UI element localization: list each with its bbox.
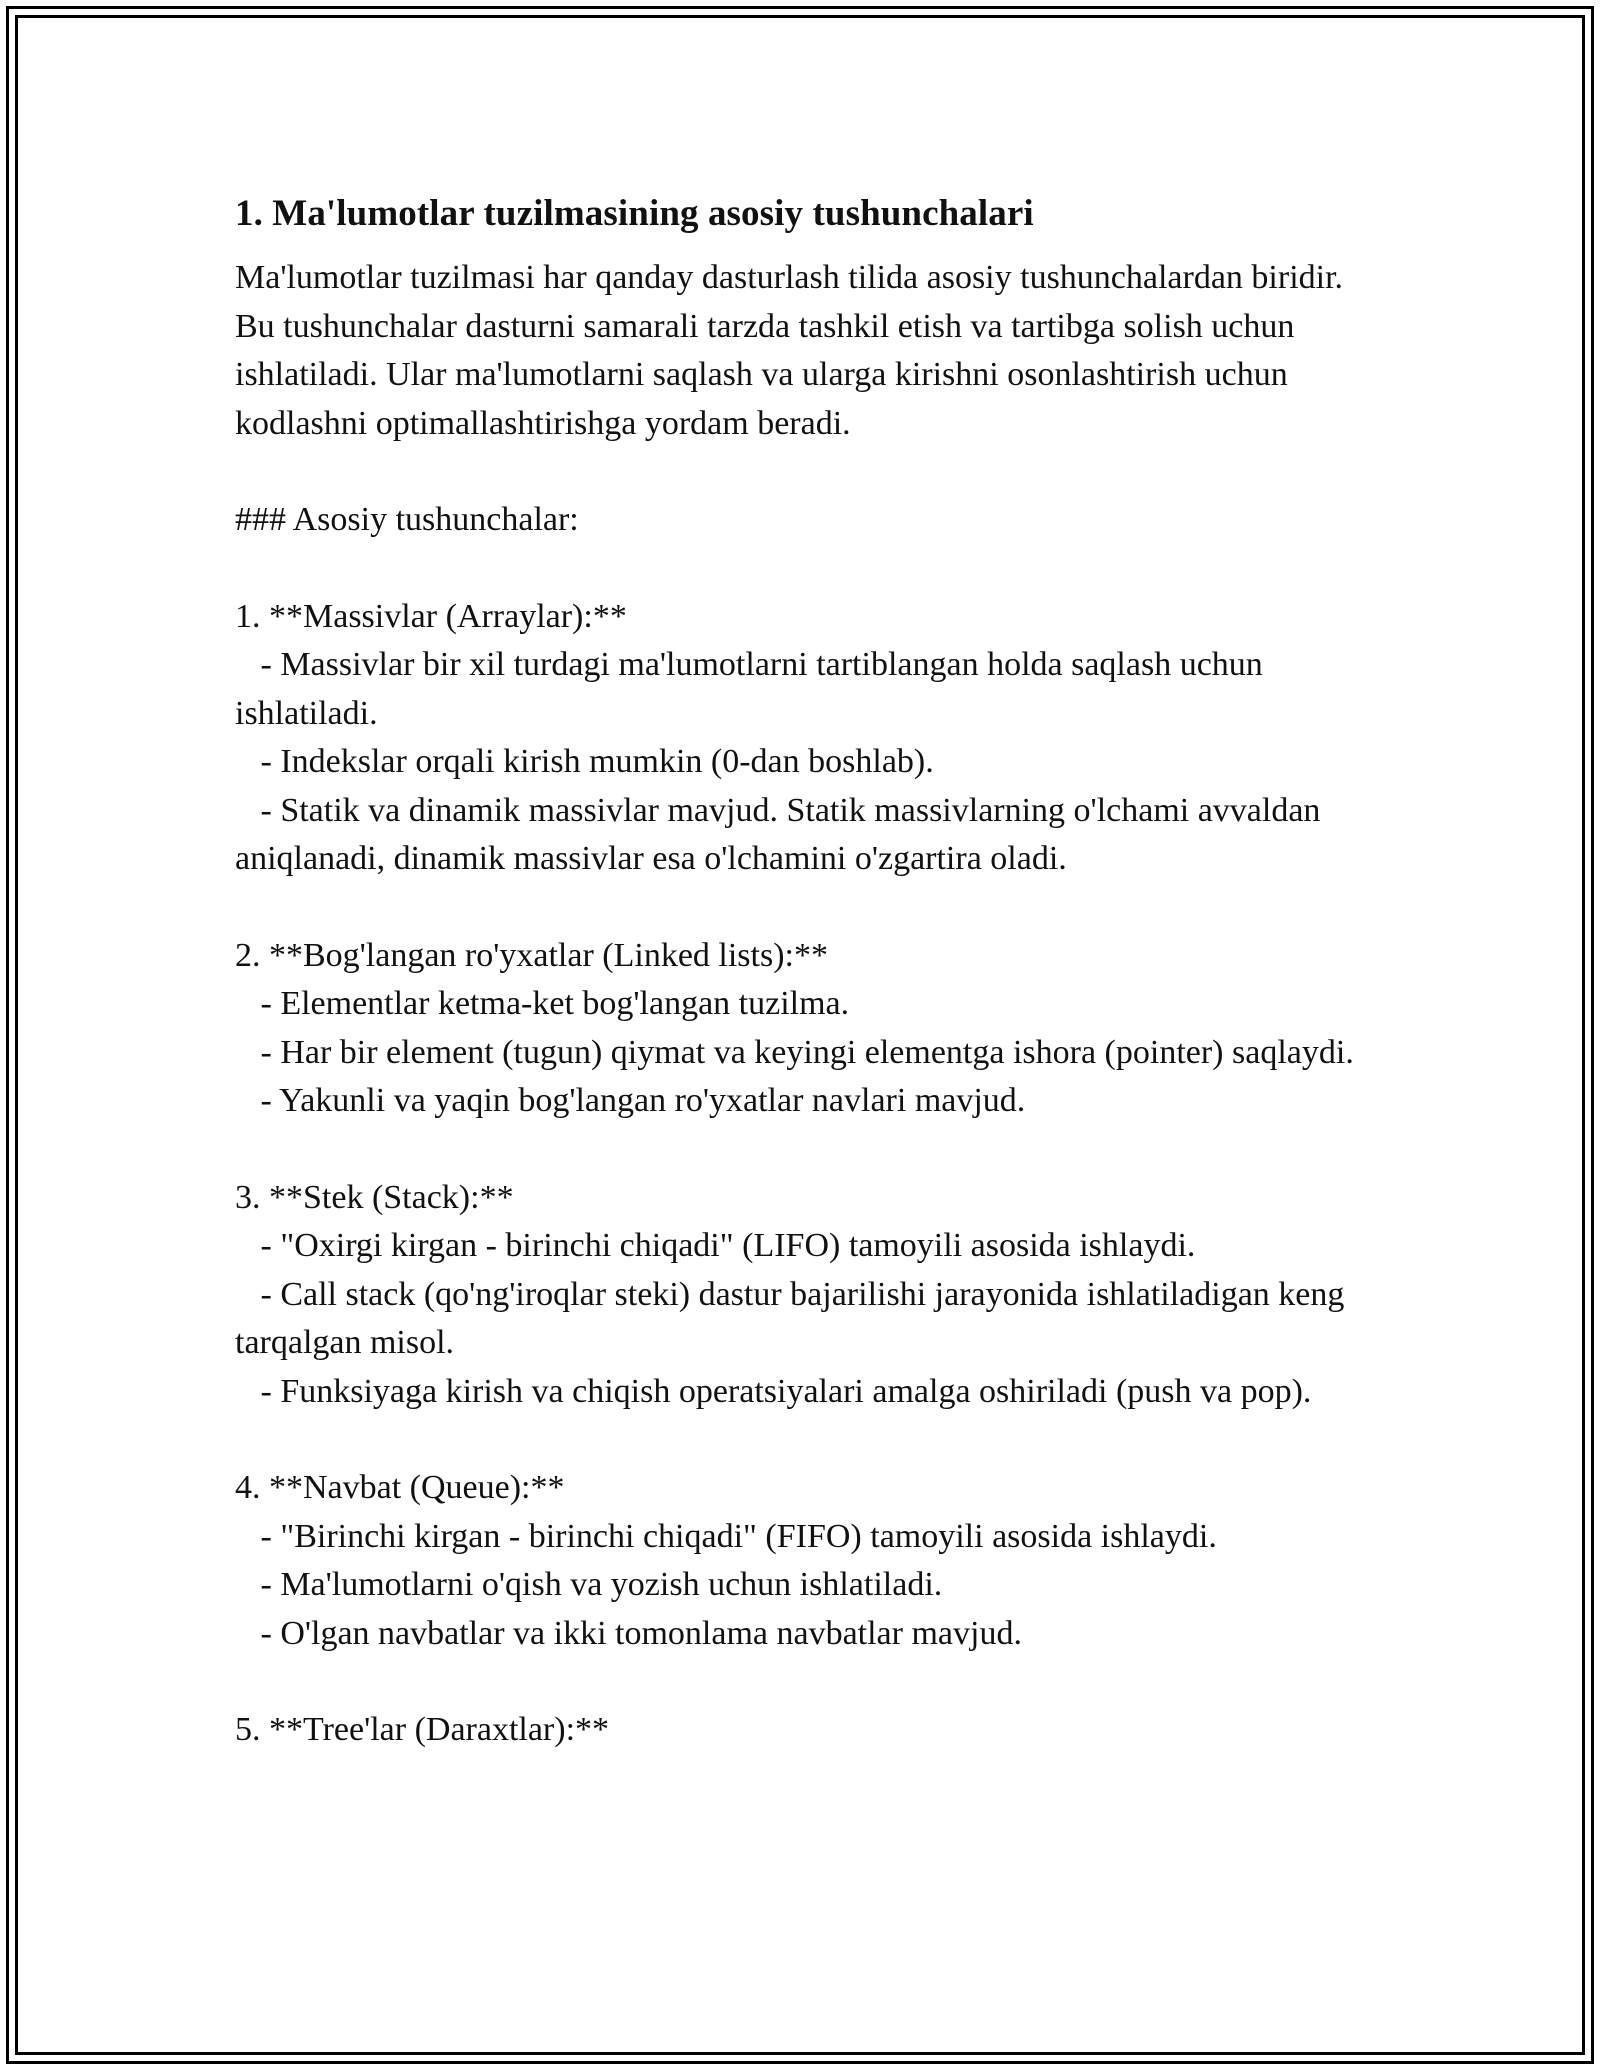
section-heading: 4. **Navbat (Queue):** bbox=[235, 1469, 565, 1506]
document-body bbox=[235, 186, 1385, 1755]
list-item: - O'lgan navbatlar va ikki tomonlama navbatlar mavjud. bbox=[235, 1614, 1022, 1652]
list-item: - Elementlar ketma-ket bog'langan tuzilma. bbox=[235, 985, 850, 1022]
list-item: - Har bir element (tugun) qiymat va keyingi elementga ishora (pointer) saqlaydi. bbox=[235, 1033, 1354, 1071]
intro-paragraph: Ma'lumotlar tuzilmasi har qanday dasturlash tilida asosiy tushunchalardan biridir. Bu tushunchalar dasturni samarali tarzda tashkil etish va tartibga solish uchun ishlatiladi. Ular ma'lumotlarni saqlash va ularga kirishni osonlashtirish uchun kodlashni optimallashtirishga yordam beradi. bbox=[235, 259, 1344, 442]
section-heading: 3. **Stek (Stack):** bbox=[235, 1178, 514, 1216]
list-item: - Statik va dinamik massivlar mavjud. Statik massivlarning o'lchami avvaldan aniqlanadi, dinamik massivlar esa o'lchamini o'zgartira oladi. bbox=[235, 791, 1329, 877]
section-heading: 2. **Bog'langan ro'yxatlar (Linked lists):** bbox=[235, 936, 828, 974]
list-item: - Indekslar orqali kirish mumkin (0-dan boshlab). bbox=[235, 743, 934, 780]
list-item: - Yakunli va yaqin bog'langan ro'yxatlar navlari mavjud. bbox=[235, 1082, 1026, 1119]
section-stack bbox=[235, 1174, 1385, 1417]
section-heading: 5. **Tree'lar (Daraxtlar):** bbox=[235, 1711, 610, 1748]
list-item: - "Birinchi kirgan - birinchi chiqadi" (FIFO) tamoyili asosida ishlaydi. bbox=[235, 1517, 1217, 1555]
section-queue bbox=[235, 1464, 1385, 1658]
section-massivlar bbox=[235, 593, 1385, 884]
list-item: - Massivlar bir xil turdagi ma'lumotlarni tartiblangan holda saqlash uchun ishlatiladi. bbox=[235, 646, 1272, 732]
section-heading: 1. **Massivlar (Arraylar):** bbox=[235, 597, 627, 635]
list-item: - Funksiyaga kirish va chiqish operatsiyalari amalga oshiriladi (push va pop). bbox=[235, 1372, 1312, 1410]
list-item: - Ma'lumotlarni o'qish va yozish uchun ishlatiladi. bbox=[235, 1566, 943, 1603]
list-item: - "Oxirgi kirgan - birinchi chiqadi" (LIFO) tamoyili asosida ishlaydi. bbox=[235, 1227, 1196, 1264]
section-trees bbox=[235, 1706, 1385, 1755]
list-item: - Call stack (qo'ng'iroqlar steki) dastur bajarilishi jarayonida ishlatiladigan keng tarqalgan misol. bbox=[235, 1275, 1353, 1361]
document-title: 1. Ma'lumotlar tuzilmasining asosiy tushunchalari bbox=[235, 193, 1034, 234]
section-linked-lists bbox=[235, 932, 1385, 1126]
subheading: ### Asosiy tushunchalar: bbox=[235, 501, 579, 538]
